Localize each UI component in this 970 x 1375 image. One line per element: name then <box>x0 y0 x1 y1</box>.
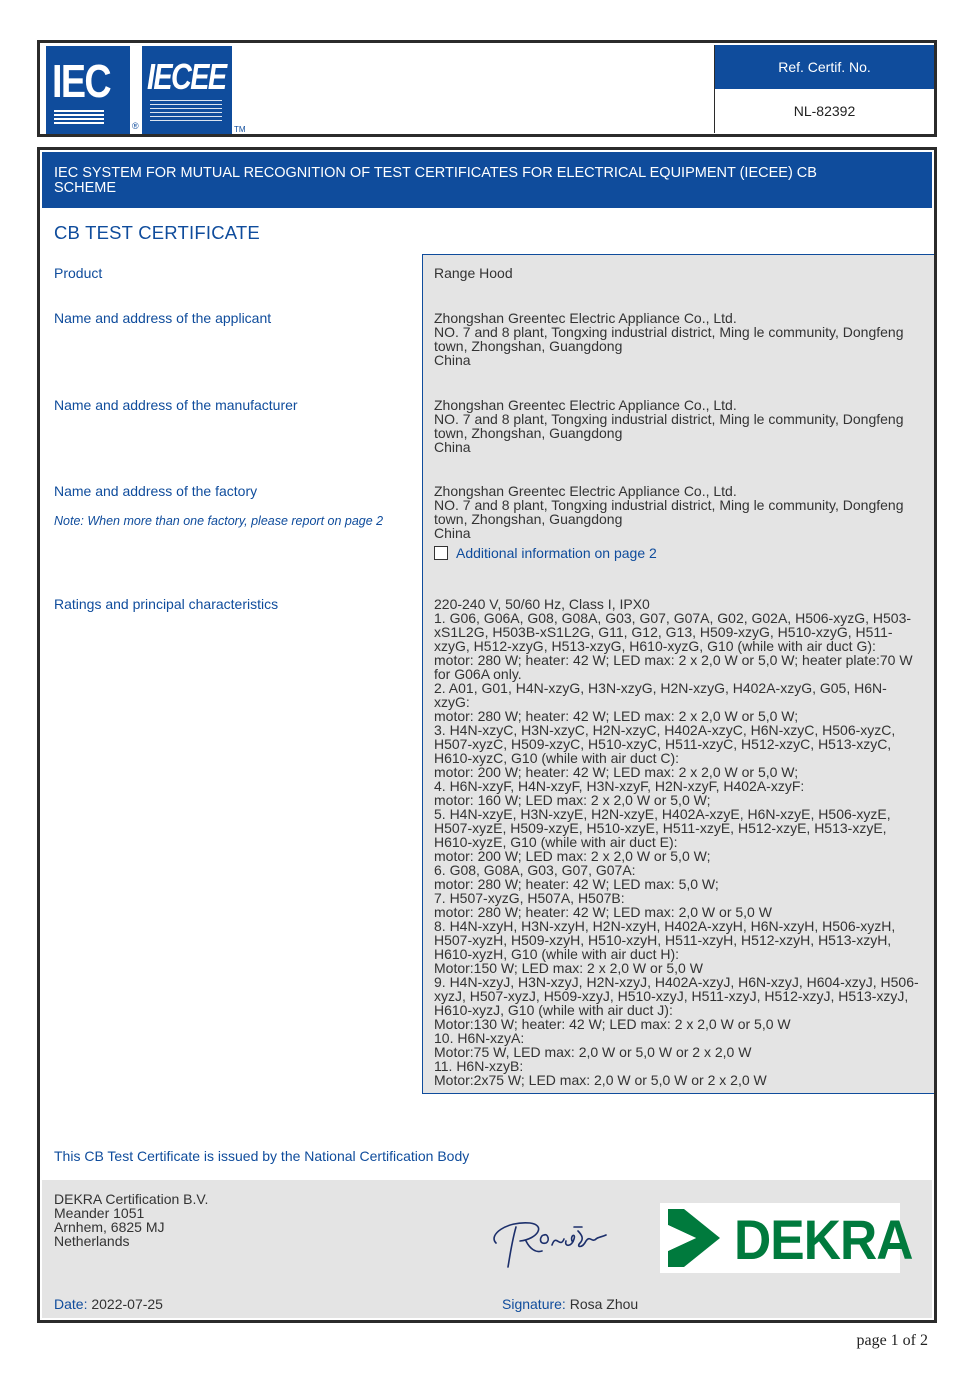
issued-by-statement: This CB Test Certificate is issued by the National Certification Body <box>54 1148 470 1164</box>
factory-address: Zhongshan Greentec Electric Appliance Co., Ltd. NO. 7 and 8 plant, Tongxing industrial district, Ming le community, Dongfeng town, Zhongshan, Guangdong China <box>434 483 904 541</box>
ratings-line: 10. H6N-xzyA: <box>434 1030 525 1046</box>
ncb-address: DEKRA Certification B.V. Meander 1051 Arnhem, 6825 MJ Netherlands <box>54 1191 209 1249</box>
ratings-line: motor: 280 W; heater: 42 W; LED max: 2 x 2,0 W or 5,0 W; <box>434 708 799 724</box>
ratings-line: 7. H507-xyzG, H507A, H507B: <box>434 890 625 906</box>
ratings-line: motor: 200 W; heater: 42 W; LED max: 2 x 2,0 W or 5,0 W; <box>434 764 799 780</box>
additional-info-label: Additional information on page 2 <box>456 545 657 561</box>
ratings-line: 3. H4N-xzyC, H3N-xzyC, H2N-xzyC, H402A-xzyC, H6N-xzyC, H506-xyzC, <box>434 722 896 738</box>
ratings-line: 9. H4N-xzyJ, H3N-xzyJ, H2N-xzyJ, H402A-xzyJ, H6N-xzyJ, H604-xzyJ, H506- <box>434 974 919 990</box>
dekra-logo: DEKRA <box>660 1203 900 1273</box>
ratings-line: 1. G06, G06A, G08, G08A, G03, G07, G07A, G02, G02A, H506-xyzG, H503- <box>434 610 912 626</box>
ratings-line: motor: 200 W; LED max: 2 x 2,0 W or 5,0 W; <box>434 848 711 864</box>
ratings-line: 2. A01, G01, H4N-xzyG, H3N-xzyG, H2N-xzyG, H402A-xzyG, G05, H6N- <box>434 680 887 696</box>
ratings-line: motor: 160 W; LED max: 2 x 2,0 W or 5,0 W; <box>434 792 711 808</box>
ratings-line: xzyG, H512-xzyG, H513-xzyG, H610-xyzG, G10 (while with air duct G): <box>434 638 876 654</box>
factory-label: Name and address of the factory <box>54 483 258 499</box>
page-number: page 1 of 2 <box>856 1332 928 1349</box>
ratings-line: H507-xyzC, H509-xzyC, H510-xzyC, H511-xzyC, H512-xzyC, H513-xzyC, <box>434 736 892 752</box>
ratings-line: Motor:2x75 W; LED max: 2,0 W or 5,0 W or 2 x 2,0 W <box>434 1072 767 1088</box>
ratings-line: for G06A only. <box>434 666 522 682</box>
ratings-label: Ratings and principal characteristics <box>54 596 279 612</box>
ratings-line: motor: 280 W; heater: 42 W; LED max: 2 x 2,0 W or 5,0 W; heater plate:70 W <box>434 652 913 668</box>
ratings-list <box>434 597 930 1087</box>
ratings-line: H610-xyzC, G10 (while with air duct C): <box>434 750 680 766</box>
ref-certif-label: Ref. Certif. No. <box>714 45 934 89</box>
trademark: TM <box>234 125 246 134</box>
ratings-line: H610-xyzJ, G10 (while with air duct J): <box>434 1002 673 1018</box>
applicant-address: Zhongshan Greentec Electric Appliance Co., Ltd. NO. 7 and 8 plant, Tongxing industrial district, Ming le community, Dongfeng town, Zhongshan, Guangdong China <box>434 310 904 368</box>
ratings-line: 11. H6N-xzyB: <box>434 1058 524 1074</box>
ratings-line: 8. H4N-xzyH, H3N-xzyH, H2N-xzyH, H402A-xzyH, H6N-xzyH, H506-xyzH, <box>434 918 896 934</box>
ratings-line: H610-xyzH, G10 (while with air duct H): <box>434 946 680 962</box>
signature-field: Signature: Rosa Zhou <box>502 1296 639 1312</box>
ref-certif-box <box>714 45 934 133</box>
ratings-line: xS1L2G, H503B-xS1L2G, G11, G12, G13, H509-xzyG, H510-xzyG, H511- <box>434 624 893 640</box>
manufacturer-label: Name and address of the manufacturer <box>54 397 298 413</box>
iecee-logo-lines <box>150 100 222 124</box>
ratings-line: Motor:75 W, LED max: 2,0 W or 5,0 W or 2 x 2,0 W <box>434 1044 752 1060</box>
factory-note: Note: When more than one factory, please report on page 2 <box>54 514 384 528</box>
additional-info-checkbox[interactable] <box>434 546 448 560</box>
certificate-body <box>37 147 937 1323</box>
product-value: Range Hood <box>434 265 513 281</box>
ratings-line: 6. G08, G08A, G03, G07, G07A: <box>434 862 636 878</box>
ratings-line: H507-xyzE, H509-xzyE, H510-xzyE, H511-xzyE, H512-xzyE, H513-xzyE, <box>434 820 887 836</box>
ref-certif-value: NL-82392 <box>714 89 934 133</box>
ratings-line: Motor:130 W; heater: 42 W; LED max: 2 x 2,0 W or 5,0 W <box>434 1016 791 1032</box>
certificate-header <box>37 40 937 137</box>
product-label: Product <box>54 265 103 281</box>
certificate-title: CB TEST CERTIFICATE <box>54 222 260 243</box>
applicant-label: Name and address of the applicant <box>54 310 272 326</box>
iec-logo-lines <box>54 110 104 124</box>
ratings-line: H610-xyzE, G10 (while with air duct E): <box>434 834 678 850</box>
handwritten-signature <box>486 1205 616 1275</box>
ratings-line: 5. H4N-xzyE, H3N-xzyE, H2N-xzyE, H402A-xzyE, H6N-xzyE, H506-xyzE, <box>434 806 891 822</box>
dekra-arrow-icon <box>664 1207 724 1269</box>
ratings-line: 220-240 V, 50/60 Hz, Class I, IPX0 <box>434 596 650 612</box>
ratings-line: motor: 280 W; heater: 42 W; LED max: 5,0 W; <box>434 876 719 892</box>
iec-logo: IEC <box>46 46 130 134</box>
ratings-line: xzyG: <box>434 694 470 710</box>
ratings-line: H507-xyzH, H509-xzyH, H510-xzyH, H511-xzyH, H512-xzyH, H513-xzyH, <box>434 932 892 948</box>
ratings-line: Motor:150 W; LED max: 2 x 2,0 W or 5,0 W <box>434 960 703 976</box>
registered-mark: ® <box>132 121 139 131</box>
ratings-line: 4. H6N-xzyF, H4N-xzyF, H3N-xzyF, H2N-xzyF, H402A-xzyF: <box>434 778 805 794</box>
scheme-banner: IEC SYSTEM FOR MUTUAL RECOGNITION OF TEST CERTIFICATES FOR ELECTRICAL EQUIPMENT (IECEE) CB SCHEME <box>42 152 932 208</box>
ratings-line: xyzJ, H507-xyzJ, H509-xzyJ, H510-xzyJ, H511-xzyJ, H512-xzyJ, H513-xzyJ, <box>434 988 909 1004</box>
ratings-line: motor: 280 W; heater: 42 W; LED max: 2,0 W or 5,0 W <box>434 904 772 920</box>
issue-date: Date: 2022-07-25 <box>54 1296 163 1312</box>
iecee-logo: IECEE <box>142 46 232 134</box>
manufacturer-address: Zhongshan Greentec Electric Appliance Co., Ltd. NO. 7 and 8 plant, Tongxing industrial district, Ming le community, Dongfeng town, Zhongshan, Guangdong China <box>434 397 904 455</box>
